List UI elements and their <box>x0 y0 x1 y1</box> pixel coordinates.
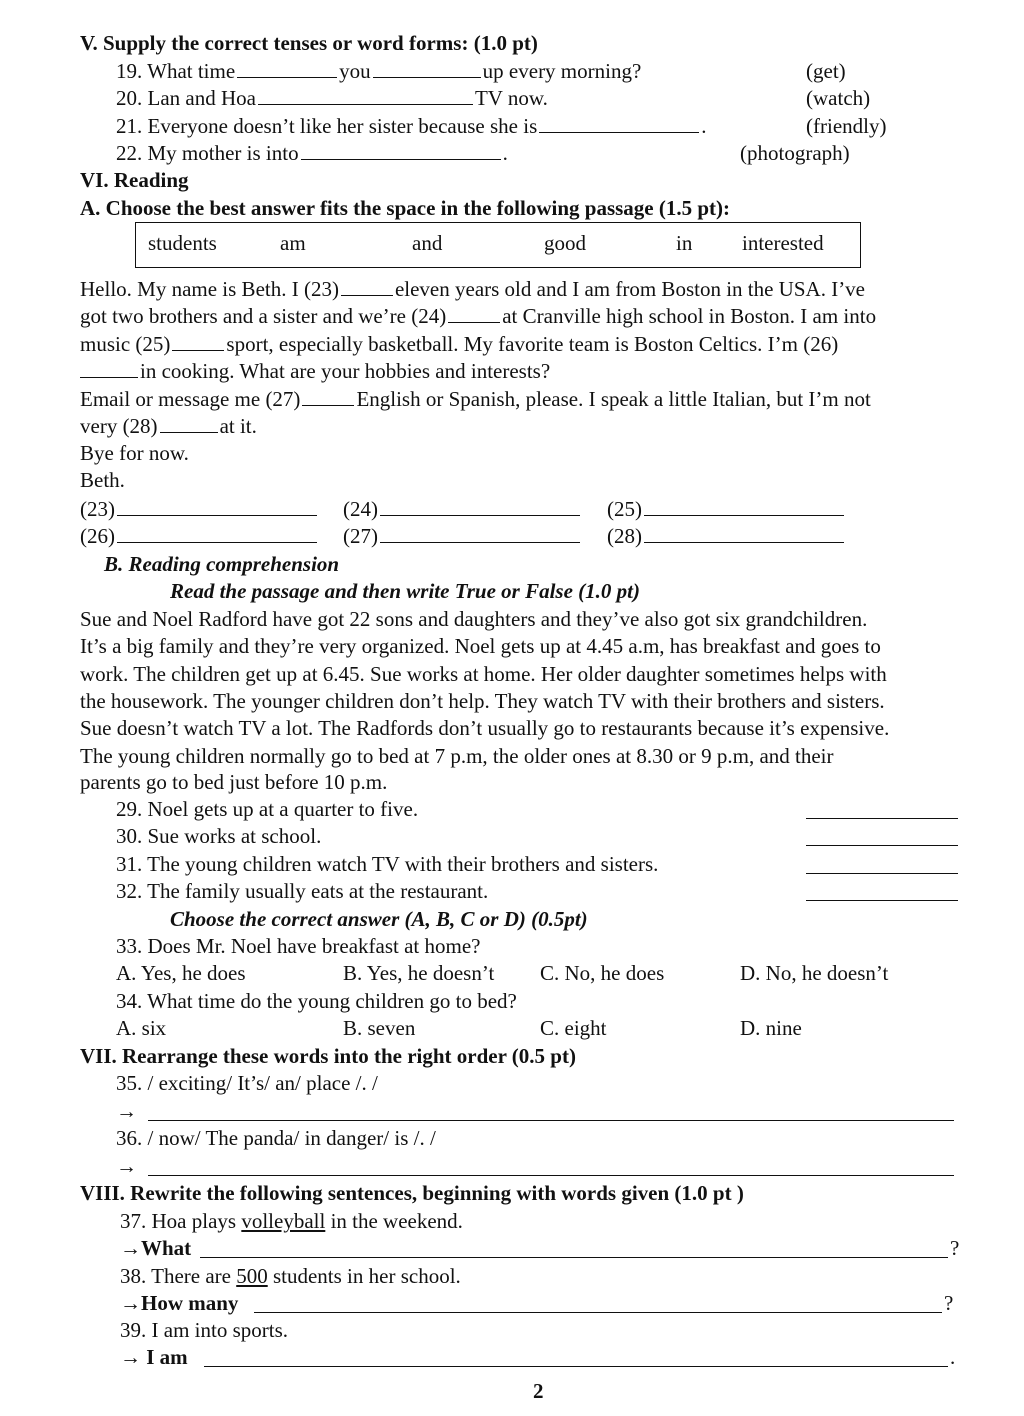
q33-option-d[interactable]: D. No, he doesn’t <box>740 961 889 985</box>
q39-answer-line[interactable] <box>204 1366 948 1367</box>
word-bank-item: interested <box>742 231 824 255</box>
tf-answer-31-line[interactable] <box>806 873 958 874</box>
q19-hint: (get) <box>806 59 846 83</box>
answer-27-line[interactable] <box>380 524 580 543</box>
passage-a-line-2 <box>80 303 876 329</box>
question-34: 34. What time do the young children go to bed? <box>116 989 517 1013</box>
passage-a-line-6 <box>80 413 257 439</box>
q37-text: in the weekend. <box>330 1209 463 1233</box>
question-38 <box>120 1263 461 1289</box>
answer-25-line[interactable] <box>644 497 844 516</box>
answer-23-line[interactable] <box>117 497 317 516</box>
question-39: 39. I am into sports. <box>120 1318 288 1342</box>
q39-end: . <box>950 1345 956 1369</box>
tf-item-30: 30. Sue works at school. <box>116 824 322 848</box>
answer-25 <box>607 496 846 522</box>
part-b-heading: B. Reading comprehension <box>104 552 340 576</box>
section-viii-heading: VIII. Rewrite the following sentences, beginning with words given (1.0 pt ) <box>80 1181 744 1205</box>
word-bank-item: good <box>544 231 586 255</box>
q22-blank[interactable] <box>301 141 501 160</box>
q19-text-c: up every morning? <box>482 59 642 83</box>
tf-answer-32-line[interactable] <box>806 900 958 901</box>
q39-start: → I am <box>120 1345 188 1369</box>
mc-instruction: Choose the correct answer (A, B, C or D) (0.5pt) <box>170 907 588 931</box>
passage-b-line: The young children normally go to bed at 7 p.m, the older ones at 8.30 or 9 p.m, and their <box>80 744 834 768</box>
tf-item-32: 32. The family usually eats at the restaurant. <box>116 879 489 903</box>
q20-text-a: 20. Lan and Hoa <box>116 86 256 110</box>
q35-answer-line[interactable] <box>148 1120 954 1121</box>
passage-a-line-5 <box>80 386 871 412</box>
passage-text: got two brothers and a sister and we’re (24) <box>80 304 447 328</box>
answer-24 <box>343 496 582 522</box>
passage-b-line: parents go to bed just before 10 p.m. <box>80 770 388 794</box>
page-number: 2 <box>533 1379 544 1403</box>
passage-b-line: the housework. The younger children don’t help. They watch TV with their brothers and sisters. <box>80 689 885 713</box>
passage-b-line: Sue and Noel Radford have got 22 sons and daughters and they’ve also got six grandchildren. <box>80 607 868 631</box>
question-22 <box>116 140 508 166</box>
passage-b-line: Sue doesn’t watch TV a lot. The Radfords don’t usually go to restaurants because it’s expensive. <box>80 716 890 740</box>
q20-hint: (watch) <box>806 86 871 110</box>
answer-label: (27) <box>343 524 378 548</box>
q38-underlined-word: 500 <box>236 1264 268 1288</box>
word-bank-item: and <box>412 231 443 255</box>
answer-label: (25) <box>607 497 642 521</box>
passage-b-line: It’s a big family and they’re very organized. Noel gets up at 4.45 a.m, has breakfast and goes to <box>80 634 881 658</box>
section-v-heading: V. Supply the correct tenses or word forms: (1.0 pt) <box>80 31 538 55</box>
blank-24[interactable] <box>448 304 500 323</box>
q19-blank-1[interactable] <box>237 59 337 78</box>
question-37 <box>120 1208 463 1234</box>
q38-end: ? <box>944 1291 954 1315</box>
question-33: 33. Does Mr. Noel have breakfast at home? <box>116 934 481 958</box>
blank-27[interactable] <box>302 387 354 406</box>
answer-24-line[interactable] <box>380 497 580 516</box>
section-vii-heading: VII. Rearrange these words into the right order (0.5 pt) <box>80 1044 576 1068</box>
q33-option-a[interactable]: A. Yes, he does <box>116 961 246 985</box>
q37-answer-line[interactable] <box>200 1257 948 1258</box>
passage-text: very (28) <box>80 414 158 438</box>
q34-option-c[interactable]: C. eight <box>540 1016 607 1040</box>
question-21 <box>116 113 707 139</box>
q21-text-b: . <box>701 114 707 138</box>
answer-28-line[interactable] <box>644 524 844 543</box>
q36-arrow: → <box>116 1154 137 1178</box>
q38-text: 38. There are <box>120 1264 231 1288</box>
tf-answer-30-line[interactable] <box>806 845 958 846</box>
answer-label: (26) <box>80 524 115 548</box>
passage-a-line-1 <box>80 276 865 302</box>
answer-26-line[interactable] <box>117 524 317 543</box>
word-bank-item: in <box>676 231 693 255</box>
question-35: 35. / exciting/ It’s/ an/ place /. / <box>116 1071 378 1095</box>
q37-underlined-word: volleyball <box>241 1209 326 1233</box>
passage-text: English or Spanish, please. I speak a little Italian, but I’m not <box>356 387 871 411</box>
blank-28[interactable] <box>160 414 218 433</box>
passage-text: at Cranville high school in Boston. I am into <box>502 304 877 328</box>
answer-label: (23) <box>80 497 115 521</box>
passage-text: at it. <box>219 414 257 438</box>
passage-a-signature: Beth. <box>80 468 125 492</box>
q37-end: ? <box>950 1236 960 1260</box>
tf-instruction: Read the passage and then write True or False (1.0 pt) <box>170 579 640 603</box>
q19-blank-2[interactable] <box>373 59 481 78</box>
q21-blank[interactable] <box>539 114 699 133</box>
q20-text-b: TV now. <box>474 86 548 110</box>
answer-label: (24) <box>343 497 378 521</box>
q34-option-d[interactable]: D. nine <box>740 1016 802 1040</box>
question-19 <box>116 58 641 84</box>
word-bank-item: am <box>280 231 306 255</box>
passage-text: music (25) <box>80 332 171 356</box>
answer-28 <box>607 523 846 549</box>
answer-27 <box>343 523 582 549</box>
tf-answer-29-line[interactable] <box>806 818 958 819</box>
q35-arrow: → <box>116 1099 137 1123</box>
answer-26 <box>80 523 319 549</box>
section-vi-heading: VI. Reading <box>80 168 189 192</box>
passage-text: Hello. My name is Beth. I (23) <box>80 277 339 301</box>
passage-a-line-3 <box>80 331 838 357</box>
blank-23[interactable] <box>341 277 393 296</box>
passage-a-line-4 <box>80 358 550 384</box>
passage-b-line: work. The children get up at 6.45. Sue works at home. Her older daughter sometimes helps with <box>80 662 887 686</box>
q36-answer-line[interactable] <box>148 1175 954 1176</box>
word-bank <box>135 222 861 268</box>
q20-blank[interactable] <box>258 86 473 105</box>
passage-text: sport, especially basketball. My favorite team is Boston Celtics. I’m (26) <box>226 332 839 356</box>
passage-text: in cooking. What are your hobbies and interests? <box>140 359 551 383</box>
q37-start: →What <box>120 1236 192 1260</box>
passage-text: eleven years old and I am from Boston in the USA. I’ve <box>394 277 866 301</box>
q38-text: students in her school. <box>272 1264 461 1288</box>
tf-item-29: 29. Noel gets up at a quarter to five. <box>116 797 419 821</box>
q38-answer-line[interactable] <box>254 1312 942 1313</box>
q34-option-b[interactable]: B. seven <box>343 1016 416 1040</box>
passage-a-line-7: Bye for now. <box>80 441 189 465</box>
question-20 <box>116 85 548 111</box>
q19-text-a: 19. What time <box>116 59 236 83</box>
q22-text-a: 22. My mother is into <box>116 141 299 165</box>
answer-23 <box>80 496 319 522</box>
word-bank-item: students <box>148 231 217 255</box>
q33-option-c[interactable]: C. No, he does <box>540 961 665 985</box>
q33-option-b[interactable]: B. Yes, he doesn’t <box>343 961 495 985</box>
blank-25[interactable] <box>172 332 224 351</box>
passage-text: Email or message me (27) <box>80 387 301 411</box>
part-a-heading: A. Choose the best answer fits the space in the following passage (1.5 pt): <box>80 196 731 220</box>
q34-option-a[interactable]: A. six <box>116 1016 167 1040</box>
blank-26[interactable] <box>80 359 138 378</box>
q21-hint: (friendly) <box>806 114 887 138</box>
q38-start: →How many <box>120 1291 239 1315</box>
question-36: 36. / now/ The panda/ in danger/ is /. / <box>116 1126 436 1150</box>
q22-text-b: . <box>502 141 508 165</box>
q22-hint: (photograph) <box>740 141 850 165</box>
q21-text-a: 21. Everyone doesn’t like her sister because she is <box>116 114 538 138</box>
q37-text: 37. Hoa plays <box>120 1209 237 1233</box>
tf-item-31: 31. The young children watch TV with their brothers and sisters. <box>116 852 659 876</box>
q19-text-b: you <box>339 59 371 83</box>
answer-label: (28) <box>607 524 642 548</box>
